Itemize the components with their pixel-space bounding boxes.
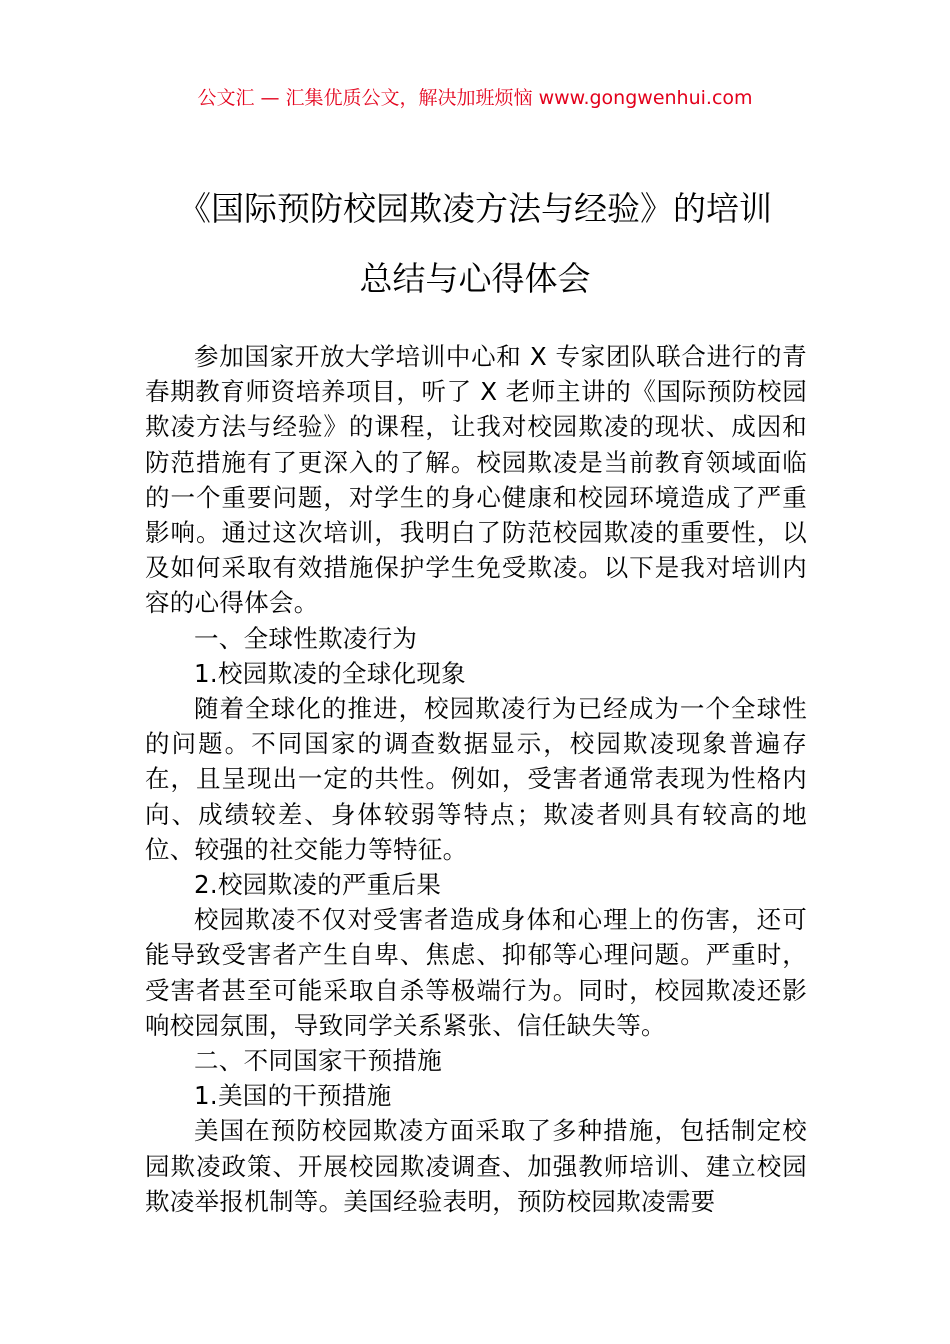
title-line-2: 总结与心得体会 <box>359 259 591 298</box>
subsection-heading-1-2: 2.校园欺凌的严重后果 <box>194 870 442 900</box>
subsection-heading-1-1: 1.校园欺凌的全球化现象 <box>194 658 466 688</box>
paragraph-globalization: 随着全球化的推进，校园欺凌行为已经成为一个全球性的问题。不同国家的调查数据显示，校园欺凌现象普遍存在，且呈现出一定的共性。例如，受害者通常表现为性格内向、成绩较差、身体较弱等特点；欺凌者则具有较高的地位、较强的社交能力等特征。 <box>145 694 807 864</box>
section-heading-2: 二、不同国家干预措施 <box>194 1046 442 1076</box>
paragraph-usa-measures: 美国在预防校园欺凌方面采取了多种措施，包括制定校园欺凌政策、开展校园欺凌调查、加强教师培训、建立校园欺凌举报机制等。美国经验表明，预防校园欺凌需要 <box>145 1116 807 1216</box>
document-body <box>145 339 807 1219</box>
subsection-heading-2-1: 1.美国的干预措施 <box>194 1081 392 1111</box>
section-heading-1: 一、全球性欺凌行为 <box>194 623 418 653</box>
paragraph-consequences: 校园欺凌不仅对受害者造成身体和心理上的伤害，还可能导致受害者产生自卑、焦虑、抑郁等心理问题。严重时，受害者甚至可能采取自杀等极端行为。同时，校园欺凌还影响校园氛围，导致同学关系紧张、信任缺失等。 <box>145 905 807 1040</box>
paragraph-intro: 参加国家开放大学培训中心和 X 专家团队联合进行的青春期教育师资培养项目，听了 X 老师主讲的《国际预防校园欺凌方法与经验》的课程，让我对校园欺凌的现状、成因和防范措施有了更深入的了解。校园欺凌是当前教育领域面临的一个重要问题，对学生的身心健康和校园环境造成了严重影响。通过这次培训，我明白了防范校园欺凌的重要性，以及如何采取有效措施保护学生免受欺凌。以下是我对培训内容的心得体会。 <box>145 342 807 618</box>
title-line-1: 《国际预防校园欺凌方法与经验》的培训 <box>178 189 772 228</box>
document-title <box>110 174 840 314</box>
site-watermark-header: 公文汇 — 汇集优质公文，解决加班烦恼 www.gongwenhui.com <box>197 87 753 109</box>
